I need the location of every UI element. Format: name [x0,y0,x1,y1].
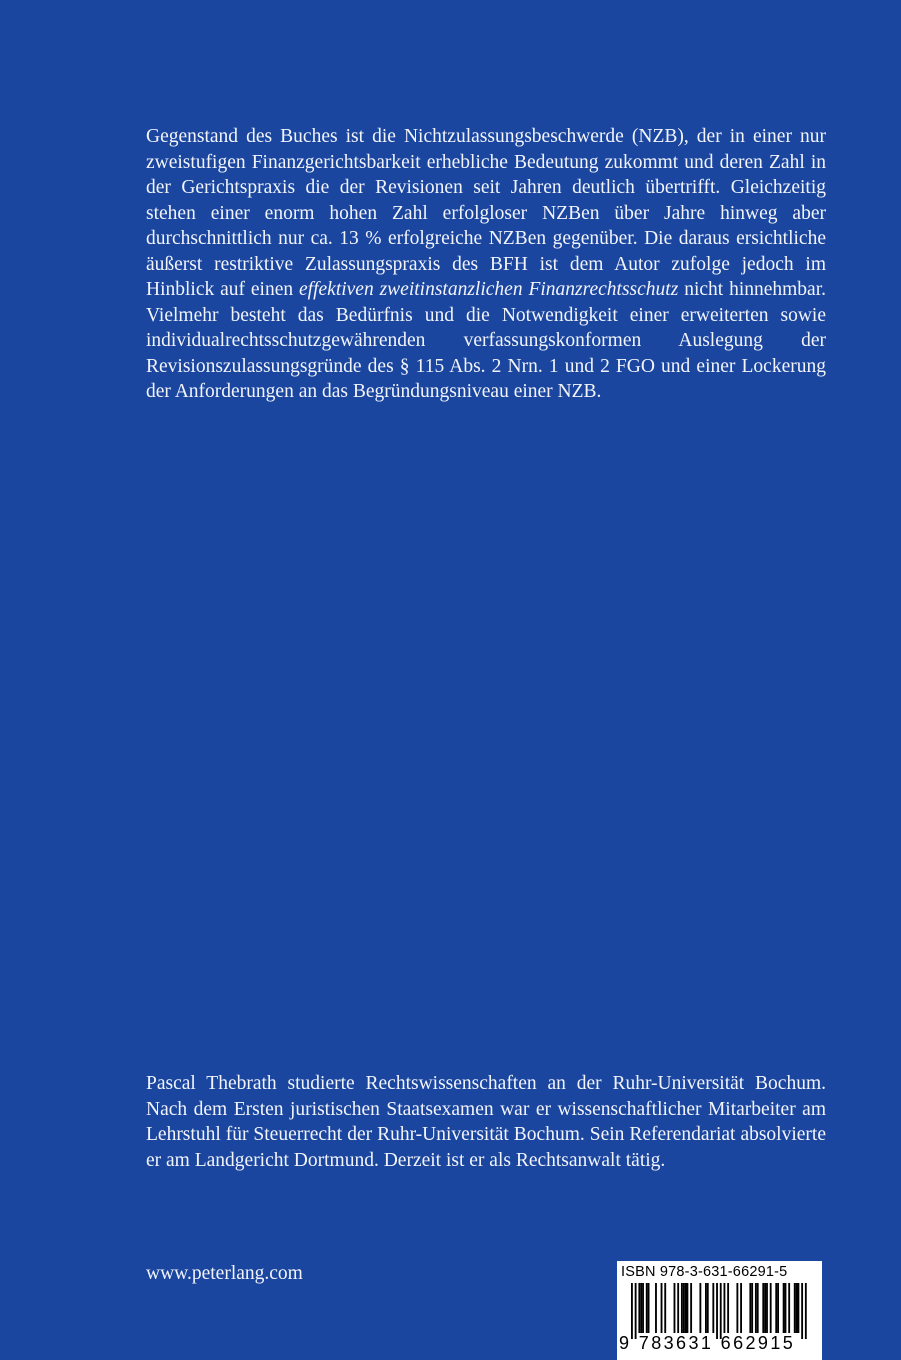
barcode-bar [712,1283,714,1333]
blurb-emphasis: effektiven zweitinstanzlichen Finanzrechtsschutz [299,279,679,300]
barcode-bar [631,1283,633,1339]
barcode-bar [720,1283,722,1339]
publisher-website-link[interactable]: www.peterlang.com [146,1263,303,1284]
blurb-text-part2: nicht hinnehmbar. Vielmehr besteht das Bedürfnis und die Notwendigkeit einer erweiterten sowie individualrechtsschutzgewährenden verfassungskonformen Auslegung der Revisionszulassungsgründe des § 115 Abs. 2 Nrn. 1 und 2 FGO und einer Lockerung der Anforderungen an das Begründungsniveau einer NZB. [146,279,827,402]
barcode-bar [770,1283,772,1333]
barcode-bar [762,1283,764,1333]
barcode-bar [664,1283,666,1333]
barcode-bar [677,1283,679,1333]
barcode-bar [687,1283,689,1333]
barcode-bar [798,1283,800,1333]
barcode-bar [788,1283,790,1333]
barcode-bar [648,1283,650,1333]
barcode-bar [794,1283,796,1333]
barcode-bar [640,1283,642,1333]
barcode-bar [757,1283,759,1333]
barcode-bar [796,1283,798,1333]
barcode-bar [716,1283,718,1339]
barcode-bar [727,1283,729,1333]
barcode-bar [736,1283,738,1333]
barcode-bar [699,1283,701,1333]
barcode-bar [764,1283,766,1333]
barcode-bar [777,1283,779,1333]
barcode-bar [740,1283,742,1333]
barcode-bar [690,1283,692,1333]
barcode-bar [638,1283,640,1333]
barcode-bar [783,1283,785,1333]
ean-digits: 9 783631 662915 [619,1333,796,1353]
isbn-barcode [617,1261,822,1360]
barcode-bar [805,1283,807,1339]
barcode-bar [775,1283,777,1333]
blurb-text-part1: Gegenstand des Buches ist die Nichtzulassungsbeschwerde (NZB), der in einer nur zweistufigen Finanzgerichtsbarkeit erhebliche Bedeutung zukommt und deren Zahl in der Gerichtspraxis die der Revisionen seit Jahren deutlich übertrifft. Gleichzeitig stehen einer enorm hohen Zahl erfolgloser NZBen über Jahre hinweg aber durchschnittlich nur ca. 13 % erfolgreiche NZBen gegenüber. Die daraus ersichtliche äußerst restriktive Zulassungspraxis des BFH ist dem Autor zufolge jedoch im Hinblick auf einen [146,126,826,300]
barcode-bar [766,1283,768,1333]
barcode-bar [749,1283,751,1333]
barcode-bar [751,1283,753,1333]
barcode-bar [646,1283,648,1333]
barcode-bar [707,1283,709,1333]
barcode-bar [755,1283,757,1333]
barcode-bar [681,1283,683,1333]
barcode-bar [785,1283,787,1333]
author-bio: Pascal Thebrath studierte Rechtswissenschaften an der Ruhr-Universität Bochum. Nach dem Ersten juristischen Staatsexamen war er wissenschaftlicher Mitarbeiter am Lehrstuhl für Steuerrecht der Ruhr-Universität Bochum. Sein Referendariat absolvierte er am Landgericht Dortmund. Derzeit ist er als Rechtsanwalt tätig. [146,1073,826,1171]
barcode-bar [674,1283,676,1333]
barcode-bar [683,1283,685,1333]
barcode-bar [655,1283,657,1333]
barcode-bar [635,1283,637,1339]
barcode-bar [685,1283,687,1333]
barcode-bar [661,1283,663,1333]
barcode-bar [642,1283,644,1333]
isbn-label: ISBN 978-3-631-66291-5 [621,1264,788,1280]
barcode-bar [705,1283,707,1333]
back-cover-blurb [146,124,826,405]
barcode-bar [724,1283,726,1333]
barcode-bar [801,1283,803,1339]
